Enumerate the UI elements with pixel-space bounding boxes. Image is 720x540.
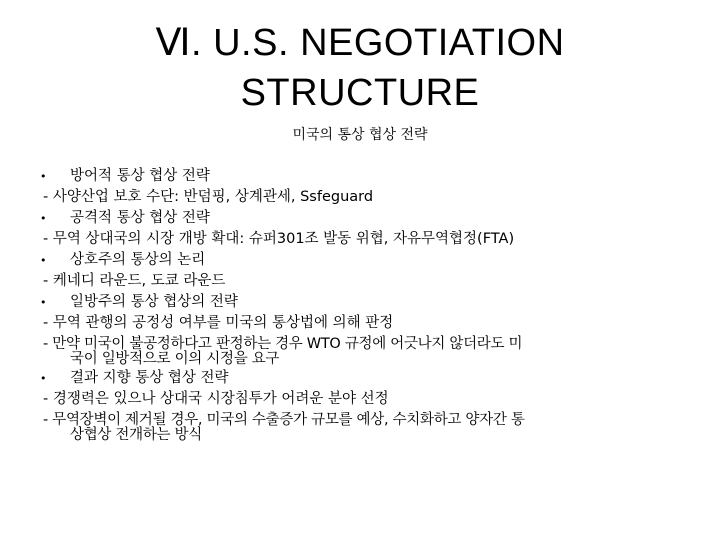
slide-subtitle: 미국의 통상 협상 전략 — [292, 127, 428, 143]
bullet-heading: 결과 지향 통상 협상 전략 — [70, 370, 229, 386]
detail-text: - 무역장벽이 제거될 경우, 미국의 수출증가 규모를 예상, 수치화하고 양자간 통 — [43, 412, 525, 428]
bullet-marker: • — [40, 254, 47, 267]
title-line-2: STRUCTURE — [240, 72, 480, 114]
bullet-list — [40, 168, 690, 446]
bullet-item-reciprocity — [40, 252, 690, 269]
bullet-marker: • — [40, 170, 47, 183]
detail-line: - 무역 관행의 공정성 여부를 미국의 통상법에 의해 판정 — [43, 315, 394, 331]
bullet-item-offensive — [40, 210, 690, 227]
bullet-item-defensive — [40, 168, 690, 185]
bullet-heading: 공격적 통상 협상 전략 — [70, 210, 210, 226]
bullet-heading: 상호주의 통상의 논리 — [70, 252, 206, 268]
detail-line: - 무역 상대국의 시장 개방 확대: 슈퍼301조 발동 위협, 자유무역협정(FTA) — [43, 231, 515, 247]
detail-line: - 케네디 라운드, 도쿄 라운드 — [43, 273, 226, 289]
detail-line-wrapped — [40, 336, 690, 366]
detail-line: - 경쟁력은 있으나 상대국 시장침투가 어려운 분야 선정 — [43, 391, 389, 407]
detail-continuation: 상협상 전개하는 방식 — [70, 427, 202, 443]
detail-text: - 만약 미국이 불공정하다고 판정하는 경우 WTO 규정에 어긋나지 않더라도 미 — [43, 336, 523, 352]
bullet-marker: • — [40, 296, 47, 309]
slide-title — [0, 18, 720, 118]
bullet-item-results-oriented — [40, 370, 690, 387]
bullet-item-unilateral — [40, 294, 690, 311]
detail-line-wrapped — [40, 412, 690, 442]
bullet-heading: 일방주의 통상 협상의 전략 — [70, 294, 238, 310]
title-line-1: Ⅵ. U.S. NEGOTIATION — [155, 22, 565, 64]
bullet-heading: 방어적 통상 협상 전략 — [70, 168, 210, 184]
bullet-marker: • — [40, 372, 47, 385]
detail-line: - 사양산업 보호 수단: 반덤핑, 상계관세, Ssfeguard — [43, 189, 374, 205]
detail-continuation: 국이 일방적으로 이의 시정을 요구 — [70, 351, 280, 367]
bullet-marker: • — [40, 212, 47, 225]
